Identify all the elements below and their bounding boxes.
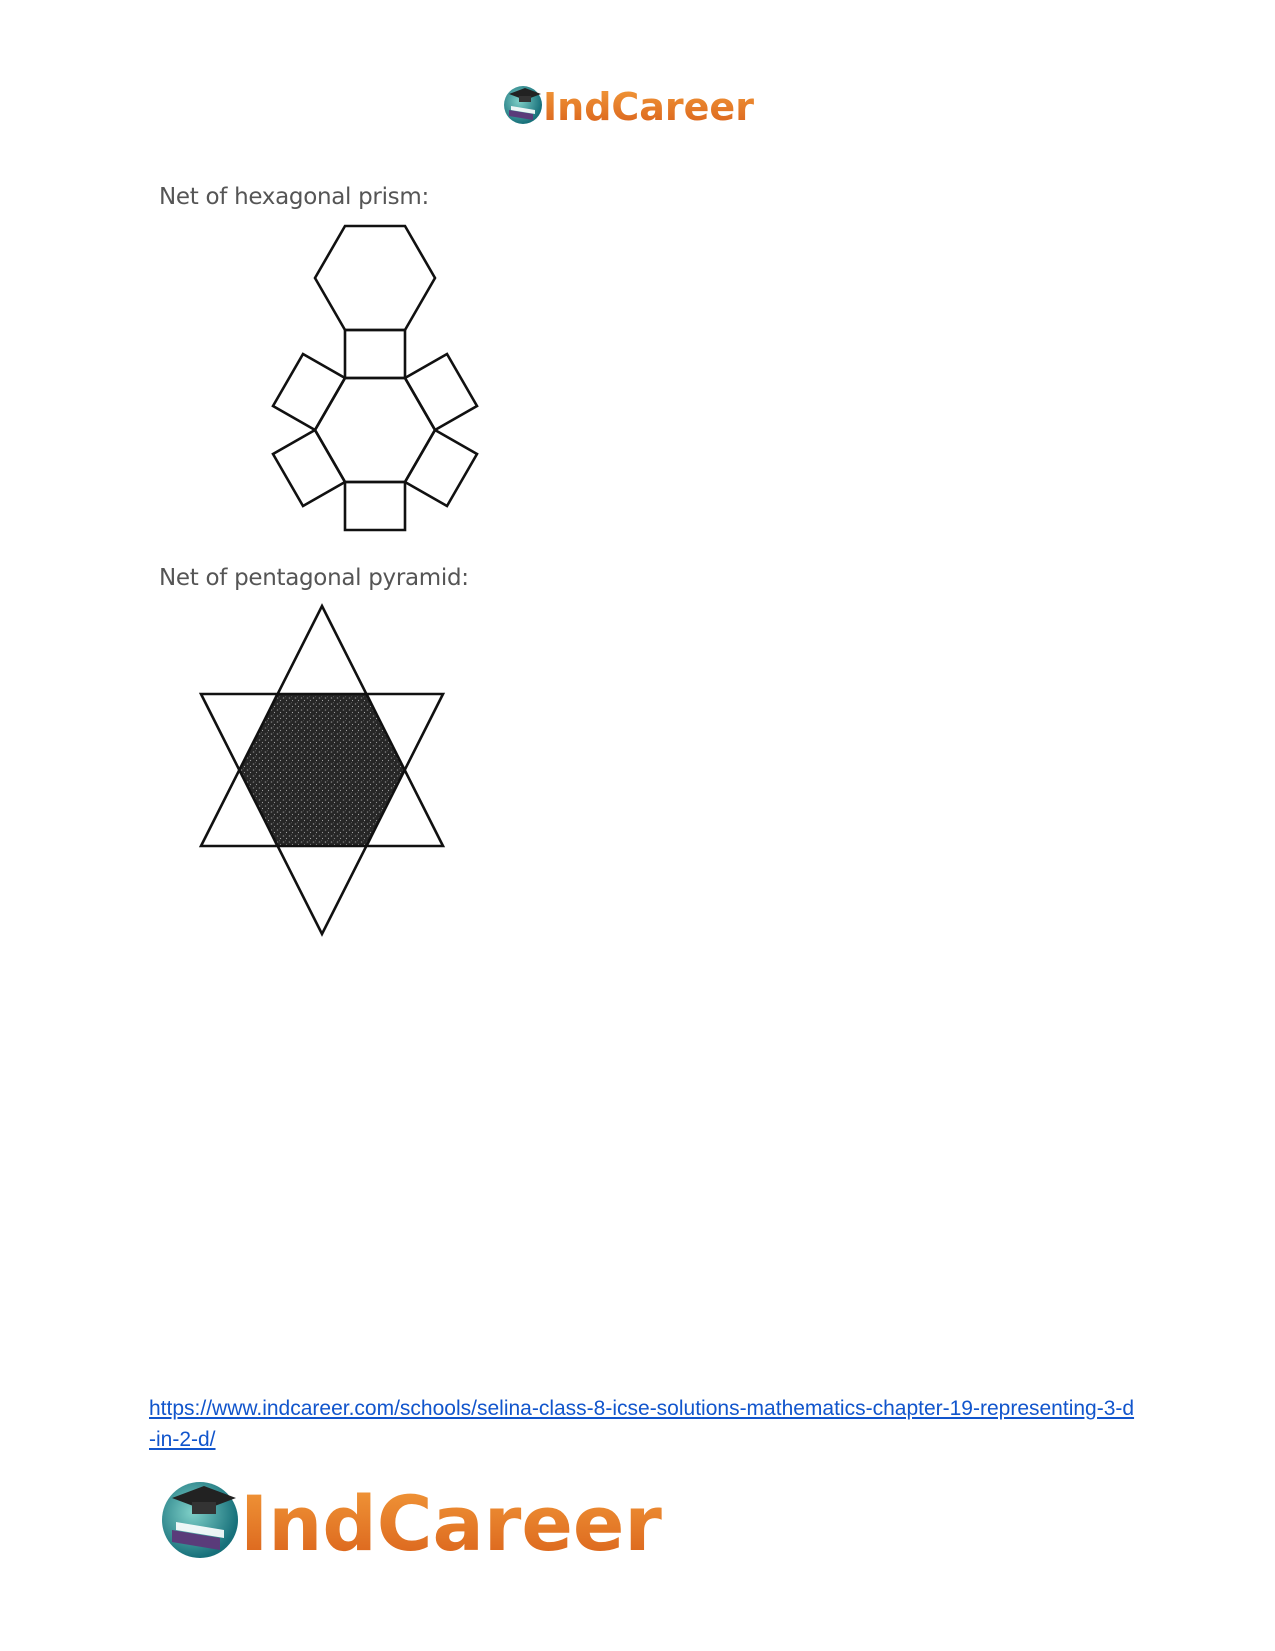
caption-pentagonal-pyramid: Net of pentagonal pyramid: — [159, 565, 469, 591]
hexagonal-prism-net-figure — [270, 220, 510, 545]
side-square-face-upper-left — [273, 354, 345, 430]
header-logo — [503, 80, 773, 130]
top-hexagon-face — [315, 226, 435, 330]
footer-logo — [160, 1470, 700, 1570]
side-square-face-top — [345, 330, 405, 378]
side-square-face-upper-right — [405, 354, 477, 430]
side-square-face-lower-right — [405, 430, 477, 506]
logo-text: IndCareer — [240, 1479, 662, 1568]
logo-text: IndCareer — [543, 85, 754, 129]
side-square-face-lower-left — [273, 430, 345, 506]
caption-hexagonal-prism: Net of hexagonal prism: — [159, 184, 429, 210]
indcareer-logo-icon — [503, 80, 773, 130]
side-square-face-bottom — [345, 482, 405, 530]
indcareer-logo-icon — [160, 1470, 700, 1570]
pentagonal-pyramid-net-figure — [180, 600, 460, 945]
source-url-link[interactable]: https://www.indcareer.com/schools/selina-class-8-icse-solutions-mathematics-chapter-19-representing-3-d-in-2-d/ — [149, 1397, 1135, 1451]
center-hexagon-face — [315, 378, 435, 482]
